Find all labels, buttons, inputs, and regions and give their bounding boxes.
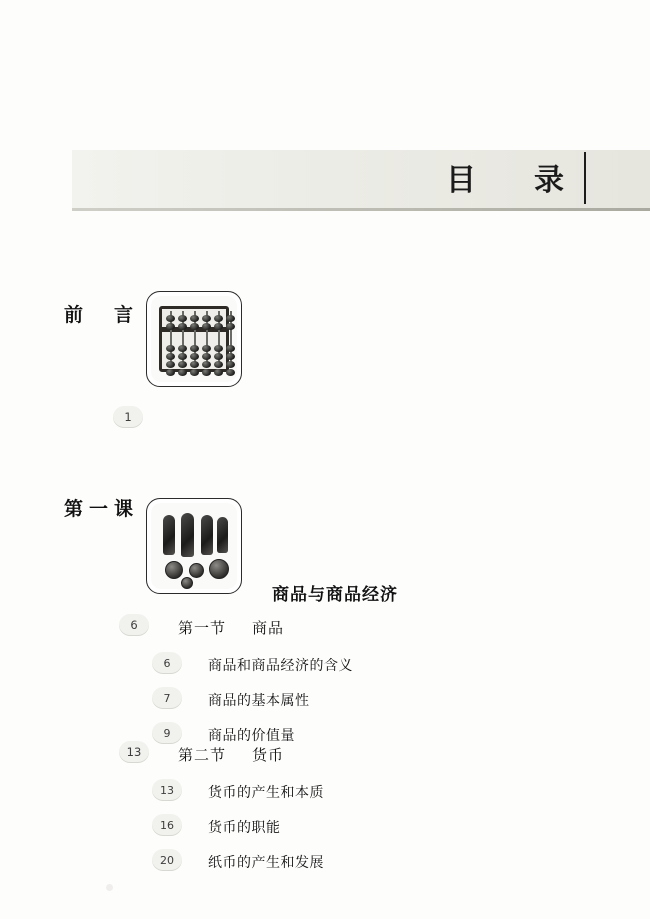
toc-entry-level1[interactable]: [178, 744, 284, 765]
toc-entry-level2[interactable]: 纸币的产生和发展: [208, 855, 324, 871]
toc-entry-level2[interactable]: 货币的产生和本质: [208, 785, 324, 801]
lesson-title: 商品与商品经济: [272, 585, 398, 605]
toc-page-number[interactable]: 16: [152, 814, 182, 836]
coins-and-tools-icon: [146, 498, 242, 594]
toc-entry-text: 商品: [252, 619, 285, 637]
toc-page-number[interactable]: 6: [152, 652, 182, 674]
abacus-icon: [146, 291, 242, 387]
preface-page-number[interactable]: 1: [113, 406, 143, 428]
toc-entry-level2[interactable]: 商品的价值量: [208, 728, 295, 744]
toc-page-number[interactable]: 13: [152, 779, 182, 801]
toc-entry-level2[interactable]: 货币的职能: [208, 820, 281, 836]
lesson-label: 第一课: [64, 498, 140, 520]
toc-page-number[interactable]: 20: [152, 849, 182, 871]
page-title: 目 录: [446, 163, 578, 198]
header-underline: [72, 208, 650, 211]
toc-page-number[interactable]: 9: [152, 722, 182, 744]
toc-entry-level2[interactable]: 商品的基本属性: [208, 693, 310, 709]
toc-page-number[interactable]: 7: [152, 687, 182, 709]
toc-entry-level1[interactable]: [178, 617, 284, 638]
preface-label: 前 言: [64, 304, 140, 326]
toc-page-number[interactable]: 6: [119, 614, 149, 636]
toc-page-number[interactable]: 13: [119, 741, 149, 763]
toc-entry-level2[interactable]: 商品和商品经济的含义: [208, 658, 353, 674]
toc-entry-text: 货币: [252, 746, 285, 764]
header-vertical-rule: [584, 152, 586, 204]
toc-section-label: 第二节: [178, 746, 227, 764]
toc-section-label: 第一节: [178, 619, 227, 637]
scan-artifact: [106, 884, 113, 891]
